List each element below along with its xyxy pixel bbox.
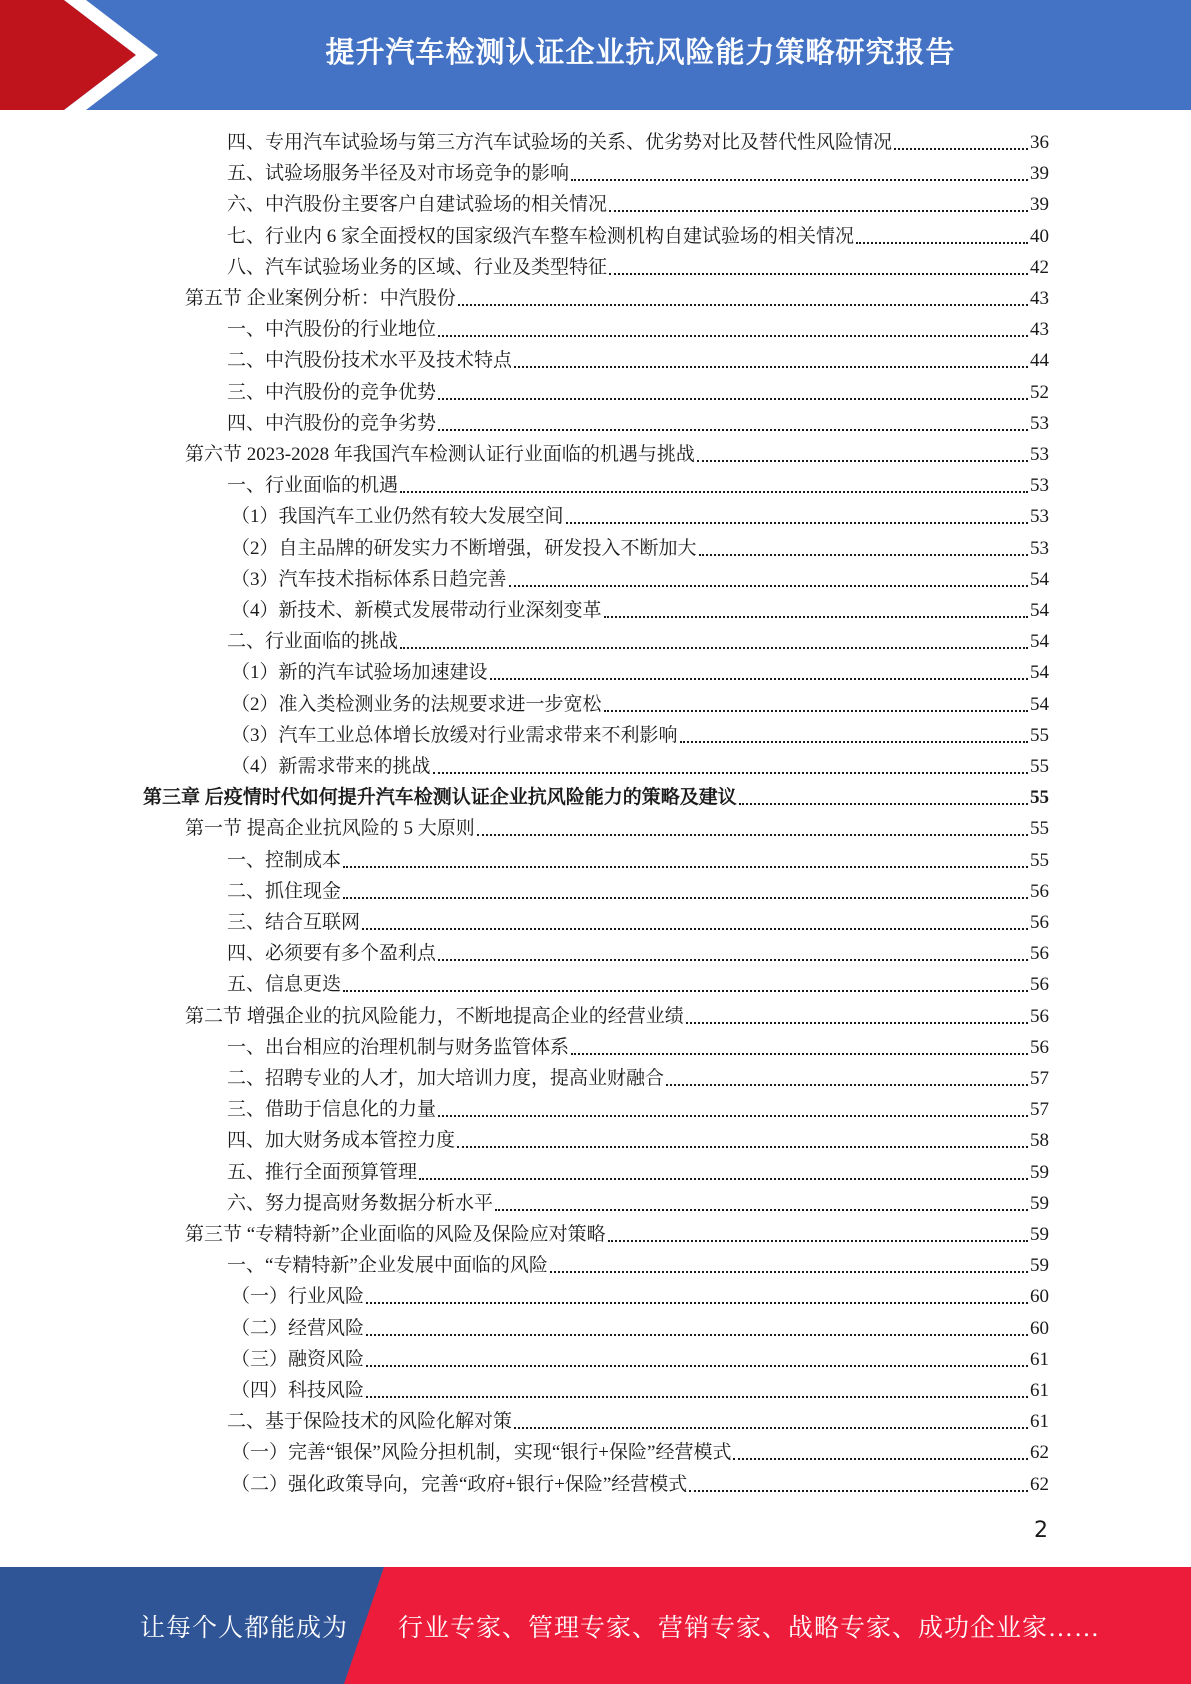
toc-dot-leader bbox=[686, 1021, 1028, 1024]
toc-entry-title: 第二节 增强企业的抗风险能力，不断地提高企业的经营业绩 bbox=[185, 1005, 684, 1027]
toc-dot-leader bbox=[477, 833, 1028, 836]
toc-dot-leader bbox=[400, 490, 1028, 493]
toc-entry[interactable] bbox=[231, 1469, 1049, 1500]
toc-entry[interactable] bbox=[227, 377, 1049, 408]
toc-entry-title: （2）准入类检测业务的法规要求进一步宽松 bbox=[231, 693, 602, 715]
toc-entry-title: 一、“专精特新”企业发展中面临的风险 bbox=[227, 1255, 548, 1277]
toc-dot-leader bbox=[400, 646, 1028, 649]
toc-entry-page: 55 bbox=[1030, 756, 1049, 777]
toc-entry-page: 43 bbox=[1030, 319, 1049, 341]
toc-entry-title: 一、控制成本 bbox=[227, 849, 342, 871]
toc-entry[interactable] bbox=[227, 969, 1049, 1000]
toc-entry[interactable] bbox=[227, 1406, 1049, 1437]
toc-entry[interactable] bbox=[227, 470, 1049, 501]
toc-entry[interactable] bbox=[227, 1032, 1049, 1063]
toc-entry[interactable] bbox=[185, 283, 1049, 314]
toc-entry-title: 第三章 后疫情时代如何提升汽车检测认证企业抗风险能力的策略及建议 bbox=[143, 787, 737, 809]
toc-dot-leader bbox=[604, 615, 1028, 618]
toc-entry-page: 56 bbox=[1030, 974, 1049, 996]
toc-entry[interactable] bbox=[231, 720, 1049, 751]
toc-entry-page: 57 bbox=[1030, 1099, 1049, 1121]
toc-entry-title: 第一节 提高企业抗风险的 5 大原则 bbox=[185, 818, 475, 840]
toc-entry[interactable] bbox=[227, 1250, 1049, 1281]
toc-entry[interactable] bbox=[227, 938, 1049, 969]
toc-dot-leader bbox=[571, 178, 1028, 181]
toc-entry-title: 四、必须要有多个盈利点 bbox=[227, 943, 437, 965]
report-title: 提升汽车检测认证企业抗风险能力策略研究报告 bbox=[325, 34, 956, 69]
toc-entry-page: 53 bbox=[1030, 475, 1049, 497]
toc-entry-page: 54 bbox=[1030, 693, 1049, 715]
toc-dot-leader bbox=[666, 1083, 1028, 1086]
toc-entry[interactable] bbox=[185, 1219, 1049, 1250]
toc-entry-page: 59 bbox=[1030, 1255, 1049, 1277]
toc-dot-leader bbox=[438, 958, 1028, 961]
toc-dot-leader bbox=[366, 1301, 1028, 1304]
toc-entry-title: 三、借助于信息化的力量 bbox=[227, 1099, 437, 1121]
toc-entry-page: 36 bbox=[1030, 132, 1049, 153]
toc-entry-title: （1）新的汽车试验场加速建设 bbox=[231, 662, 488, 684]
toc-dot-leader bbox=[509, 584, 1028, 587]
toc-dot-leader bbox=[458, 303, 1028, 306]
toc-entry-title: （4）新技术、新模式发展带动行业深刻变革 bbox=[231, 600, 602, 621]
toc-entry-title: （一）完善“银保”风险分担机制，实现“银行+保险”经营模式 bbox=[231, 1442, 732, 1464]
toc-entry-page: 40 bbox=[1030, 225, 1049, 247]
toc-entry-page: 61 bbox=[1030, 1380, 1049, 1401]
toc-dot-leader bbox=[433, 771, 1028, 774]
toc-entry-title: （1）我国汽车工业仍然有较大发展空间 bbox=[231, 506, 564, 528]
toc-entry-title: （三）融资风险 bbox=[231, 1348, 365, 1370]
toc-entry-title: 四、中汽股份的竞争劣势 bbox=[227, 412, 437, 434]
toc-dot-leader bbox=[609, 272, 1028, 275]
toc-dot-leader bbox=[550, 1270, 1028, 1273]
toc-entry-title: 三、中汽股份的竞争优势 bbox=[227, 381, 437, 403]
toc-entry-page: 59 bbox=[1030, 1192, 1049, 1214]
toc-dot-leader bbox=[438, 334, 1028, 337]
toc-entry[interactable] bbox=[231, 689, 1049, 720]
toc-entry-page: 55 bbox=[1030, 724, 1049, 746]
toc-entry-page: 56 bbox=[1030, 943, 1049, 965]
toc-entry-page: 54 bbox=[1030, 631, 1049, 653]
toc-dot-leader bbox=[514, 1426, 1028, 1429]
toc-dot-leader bbox=[680, 740, 1028, 743]
toc-entry-page: 39 bbox=[1030, 163, 1049, 185]
toc-entry[interactable] bbox=[231, 657, 1049, 688]
toc-entry[interactable] bbox=[231, 1344, 1049, 1375]
toc-entry[interactable] bbox=[231, 751, 1049, 782]
toc-entry-page: 53 bbox=[1030, 537, 1049, 559]
toc-entry-title: 二、抓住现金 bbox=[227, 880, 342, 902]
toc-dot-leader bbox=[366, 1333, 1028, 1336]
toc-dot-leader bbox=[366, 1395, 1028, 1398]
toc-entry[interactable] bbox=[227, 876, 1049, 907]
toc-entry-page: 58 bbox=[1030, 1130, 1049, 1152]
toc-entry[interactable] bbox=[231, 1375, 1049, 1406]
toc-entry-page: 61 bbox=[1030, 1411, 1049, 1433]
toc-entry-page: 56 bbox=[1030, 1005, 1049, 1027]
toc-entry-title: 三、结合互联网 bbox=[227, 912, 361, 933]
toc-entry-page: 59 bbox=[1030, 1224, 1049, 1245]
toc-entry[interactable] bbox=[231, 501, 1049, 532]
toc-entry-title: 四、专用汽车试验场与第三方汽车试验场的关系、优劣势对比及替代性风险情况 bbox=[227, 132, 893, 153]
toc-dot-leader bbox=[739, 802, 1028, 805]
toc-entry-title: 一、行业面临的机遇 bbox=[227, 475, 399, 497]
toc-entry-page: 59 bbox=[1030, 1161, 1049, 1183]
toc-entry-page: 56 bbox=[1030, 1036, 1049, 1058]
toc-dot-leader bbox=[490, 677, 1028, 680]
toc-dot-leader bbox=[609, 209, 1028, 212]
toc-dot-leader bbox=[608, 1239, 1028, 1242]
toc-entry[interactable] bbox=[227, 314, 1049, 345]
toc-entry-title: （一）行业风险 bbox=[231, 1286, 365, 1308]
toc-entry-title: 一、出台相应的治理机制与财务监管体系 bbox=[227, 1036, 570, 1058]
toc-entry-page: 55 bbox=[1030, 849, 1049, 871]
toc-entry-title: 八、汽车试验场业务的区域、行业及类型特征 bbox=[227, 256, 608, 278]
toc-entry[interactable] bbox=[231, 533, 1049, 564]
toc-entry[interactable] bbox=[231, 1313, 1049, 1344]
toc-dot-leader bbox=[733, 1457, 1028, 1460]
toc-entry-page: 56 bbox=[1030, 880, 1049, 902]
toc-dot-leader bbox=[571, 1052, 1028, 1055]
toc-entry-page: 56 bbox=[1030, 912, 1049, 933]
toc-entry-title: 五、试验场服务半径及对市场竞争的影响 bbox=[227, 163, 570, 185]
toc-entry[interactable] bbox=[227, 1157, 1049, 1188]
toc-entry-page: 42 bbox=[1030, 256, 1049, 278]
toc-entry-page: 44 bbox=[1030, 350, 1049, 372]
toc-entry-page: 43 bbox=[1030, 288, 1049, 309]
toc-entry-title: （3）汽车技术指标体系日趋完善 bbox=[231, 568, 507, 590]
toc-entry-title: 二、中汽股份技术水平及技术特点 bbox=[227, 350, 513, 372]
toc-entry-title: （3）汽车工业总体增长放缓对行业需求带来不利影响 bbox=[231, 724, 678, 746]
toc-entry[interactable] bbox=[227, 1094, 1049, 1125]
footer-slogan-right: 行业专家、管理专家、营销专家、战略专家、成功企业家…… bbox=[398, 1614, 1101, 1642]
toc-entry-title: 六、中汽股份主要客户自建试验场的相关情况 bbox=[227, 194, 608, 216]
footer-band bbox=[0, 1567, 1191, 1684]
toc-entry[interactable] bbox=[227, 845, 1049, 876]
toc-entry-title: （4）新需求带来的挑战 bbox=[231, 756, 431, 777]
toc-entry-page: 55 bbox=[1030, 787, 1049, 809]
toc-entry[interactable] bbox=[231, 595, 1049, 626]
toc-dot-leader bbox=[856, 241, 1028, 244]
toc-entry-page: 62 bbox=[1030, 1442, 1049, 1464]
toc-entry-page: 53 bbox=[1030, 444, 1049, 465]
toc-entry[interactable] bbox=[227, 345, 1049, 376]
toc-entry[interactable] bbox=[227, 1188, 1049, 1219]
toc-entry-title: （2）自主品牌的研发实力不断增强，研发投入不断加大 bbox=[231, 537, 697, 559]
toc-entry-title: （二）强化政策导向，完善“政府+银行+保险”经营模式 bbox=[231, 1473, 688, 1495]
toc-entry-page: 60 bbox=[1030, 1317, 1049, 1339]
toc-entry-page: 39 bbox=[1030, 194, 1049, 216]
toc-entry-title: 五、推行全面预算管理 bbox=[227, 1161, 418, 1183]
toc-entry-title: 七、行业内 6 家全面授权的国家级汽车整车检测机构自建试验场的相关情况 bbox=[227, 225, 855, 247]
toc-entry-title: 四、加大财务成本管控力度 bbox=[227, 1130, 456, 1152]
toc-entry[interactable] bbox=[231, 1281, 1049, 1312]
toc-dot-leader bbox=[419, 1177, 1028, 1180]
toc-dot-leader bbox=[697, 459, 1028, 462]
toc-entry[interactable] bbox=[227, 626, 1049, 657]
toc-entry-title: 二、招聘专业的人才，加大培训力度，提高业财融合 bbox=[227, 1068, 665, 1089]
toc-entry-page: 60 bbox=[1030, 1286, 1049, 1308]
toc-entry[interactable] bbox=[231, 1437, 1049, 1468]
toc-dot-leader bbox=[495, 1208, 1028, 1211]
toc-entry-title: 六、努力提高财务数据分析水平 bbox=[227, 1192, 494, 1214]
toc-entry-title: 一、中汽股份的行业地位 bbox=[227, 319, 437, 341]
toc-entry-title: 第五节 企业案例分析：中汽股份 bbox=[185, 288, 456, 309]
toc-dot-leader bbox=[699, 553, 1028, 556]
toc-entry[interactable] bbox=[227, 408, 1049, 439]
toc-entry-page: 61 bbox=[1030, 1348, 1049, 1370]
toc-entry[interactable] bbox=[227, 158, 1049, 189]
toc-entry[interactable] bbox=[185, 813, 1049, 844]
toc-entry-title: （二）经营风险 bbox=[231, 1317, 365, 1339]
header-red-arrow bbox=[0, 0, 136, 110]
toc-dot-leader bbox=[604, 709, 1028, 712]
toc-entry[interactable] bbox=[227, 127, 1049, 158]
toc-entry[interactable] bbox=[227, 221, 1049, 252]
toc-entry[interactable] bbox=[227, 1063, 1049, 1094]
toc-entry-page: 54 bbox=[1030, 662, 1049, 684]
toc-dot-leader bbox=[362, 927, 1028, 930]
toc-dot-leader bbox=[457, 1145, 1028, 1148]
toc-dot-leader bbox=[894, 147, 1028, 150]
toc-entry-page: 54 bbox=[1030, 568, 1049, 590]
toc-dot-leader bbox=[343, 865, 1028, 868]
toc-entry-title: 二、基于保险技术的风险化解对策 bbox=[227, 1411, 513, 1433]
page-number: 2 bbox=[1034, 1518, 1048, 1543]
toc-entry-page: 52 bbox=[1030, 381, 1049, 403]
toc-entry[interactable] bbox=[227, 1125, 1049, 1156]
toc-entry-title: 第三节 “专精特新”企业面临的风险及保险应对策略 bbox=[185, 1224, 606, 1245]
toc-dot-leader bbox=[438, 428, 1028, 431]
toc-entry-page: 54 bbox=[1030, 600, 1049, 621]
toc-dot-leader bbox=[438, 1114, 1028, 1117]
toc-entry-page: 57 bbox=[1030, 1068, 1049, 1089]
toc-entry-title: 第六节 2023-2028 年我国汽车检测认证行业面临的机遇与挑战 bbox=[185, 444, 695, 465]
toc-dot-leader bbox=[366, 1364, 1028, 1367]
footer-slogan-left: 让每个人都能成为 bbox=[140, 1614, 349, 1642]
toc-dot-leader bbox=[514, 365, 1028, 368]
toc-entry[interactable] bbox=[227, 189, 1049, 220]
toc-entry[interactable] bbox=[143, 782, 1049, 813]
toc-entry[interactable] bbox=[231, 564, 1049, 595]
toc-dot-leader bbox=[566, 521, 1028, 524]
toc-entry[interactable] bbox=[227, 907, 1049, 938]
toc-entry-page: 53 bbox=[1030, 412, 1049, 434]
toc-entry[interactable] bbox=[227, 252, 1049, 283]
toc-entry-page: 55 bbox=[1030, 818, 1049, 840]
toc-entry-page: 62 bbox=[1030, 1473, 1049, 1495]
toc-entry-page: 53 bbox=[1030, 506, 1049, 528]
toc-dot-leader bbox=[343, 989, 1028, 992]
toc-entry-title: 五、信息更迭 bbox=[227, 974, 342, 996]
toc-dot-leader bbox=[689, 1489, 1028, 1492]
toc-entry[interactable] bbox=[185, 1001, 1049, 1032]
toc-entry-title: （四）科技风险 bbox=[231, 1380, 365, 1401]
toc-entry-title: 二、行业面临的挑战 bbox=[227, 631, 399, 653]
toc-entry[interactable] bbox=[185, 439, 1049, 470]
toc-dot-leader bbox=[343, 896, 1028, 899]
header-band bbox=[0, 0, 1191, 110]
toc-dot-leader bbox=[438, 397, 1028, 400]
